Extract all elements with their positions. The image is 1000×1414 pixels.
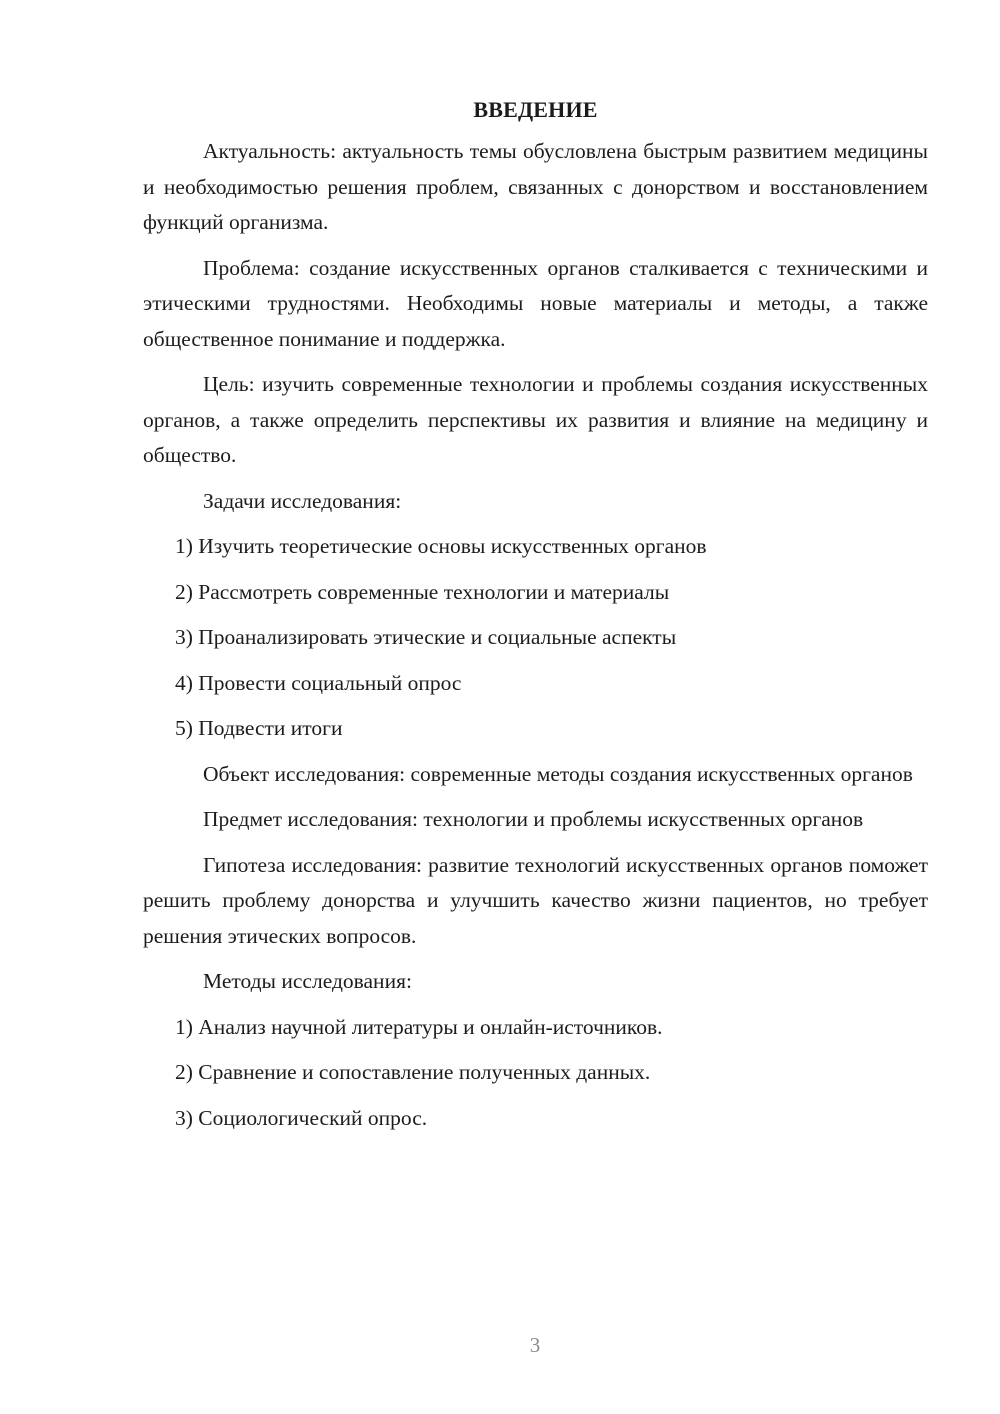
paragraph-problem: Проблема: создание искусственных органов сталкивается с техническими и этическими трудностями. Необходимы новые материалы и методы, а также общественное понимание и поддержка. bbox=[143, 255, 928, 351]
list-item: 2) Сравнение и сопоставление полученных данных. bbox=[175, 1060, 651, 1084]
list-item: 5) Подвести итоги bbox=[175, 716, 343, 740]
methods-list bbox=[143, 1010, 928, 1137]
paragraph-subject: Предмет исследования: технологии и проблемы искусственных органов bbox=[203, 807, 864, 831]
paragraph-hypothesis: Гипотеза исследования: развитие технологий искусственных органов поможет решить проблему донорства и улучшить качество жизни пациентов, но требует решения этических вопросов. bbox=[143, 852, 928, 948]
tasks-list bbox=[143, 529, 928, 747]
list-item: 4) Провести социальный опрос bbox=[175, 670, 462, 695]
paragraph-object: Объект исследования: современные методы создания искусственных органов bbox=[203, 761, 913, 786]
paragraph-goal: Цель: изучить современные технологии и проблемы создания искусственных органов, а также определить перспективы их развития и влияние на медицину и общество. bbox=[143, 372, 928, 467]
tasks-heading: Задачи исследования: bbox=[203, 488, 402, 513]
list-item: 1) Анализ научной литературы и онлайн-источников. bbox=[175, 1014, 663, 1039]
list-item: 2) Рассмотреть современные технологии и материалы bbox=[175, 579, 670, 604]
section-title: ВВЕДЕНИЕ bbox=[473, 97, 598, 122]
list-item: 1) Изучить теоретические основы искусственных органов bbox=[175, 534, 707, 558]
list-item: 3) Социологический опрос. bbox=[175, 1105, 428, 1130]
paragraph-relevance: Актуальность: актуальность темы обусловлена быстрым развитием медицины и необходимостью решения проблем, связанных с донорством и восстановлением функций организма. bbox=[143, 139, 928, 234]
page-number: 3 bbox=[529, 1333, 541, 1357]
methods-heading: Методы исследования: bbox=[203, 969, 412, 993]
list-item: 3) Проанализировать этические и социальные аспекты bbox=[175, 625, 677, 649]
page-content bbox=[143, 92, 928, 1146]
